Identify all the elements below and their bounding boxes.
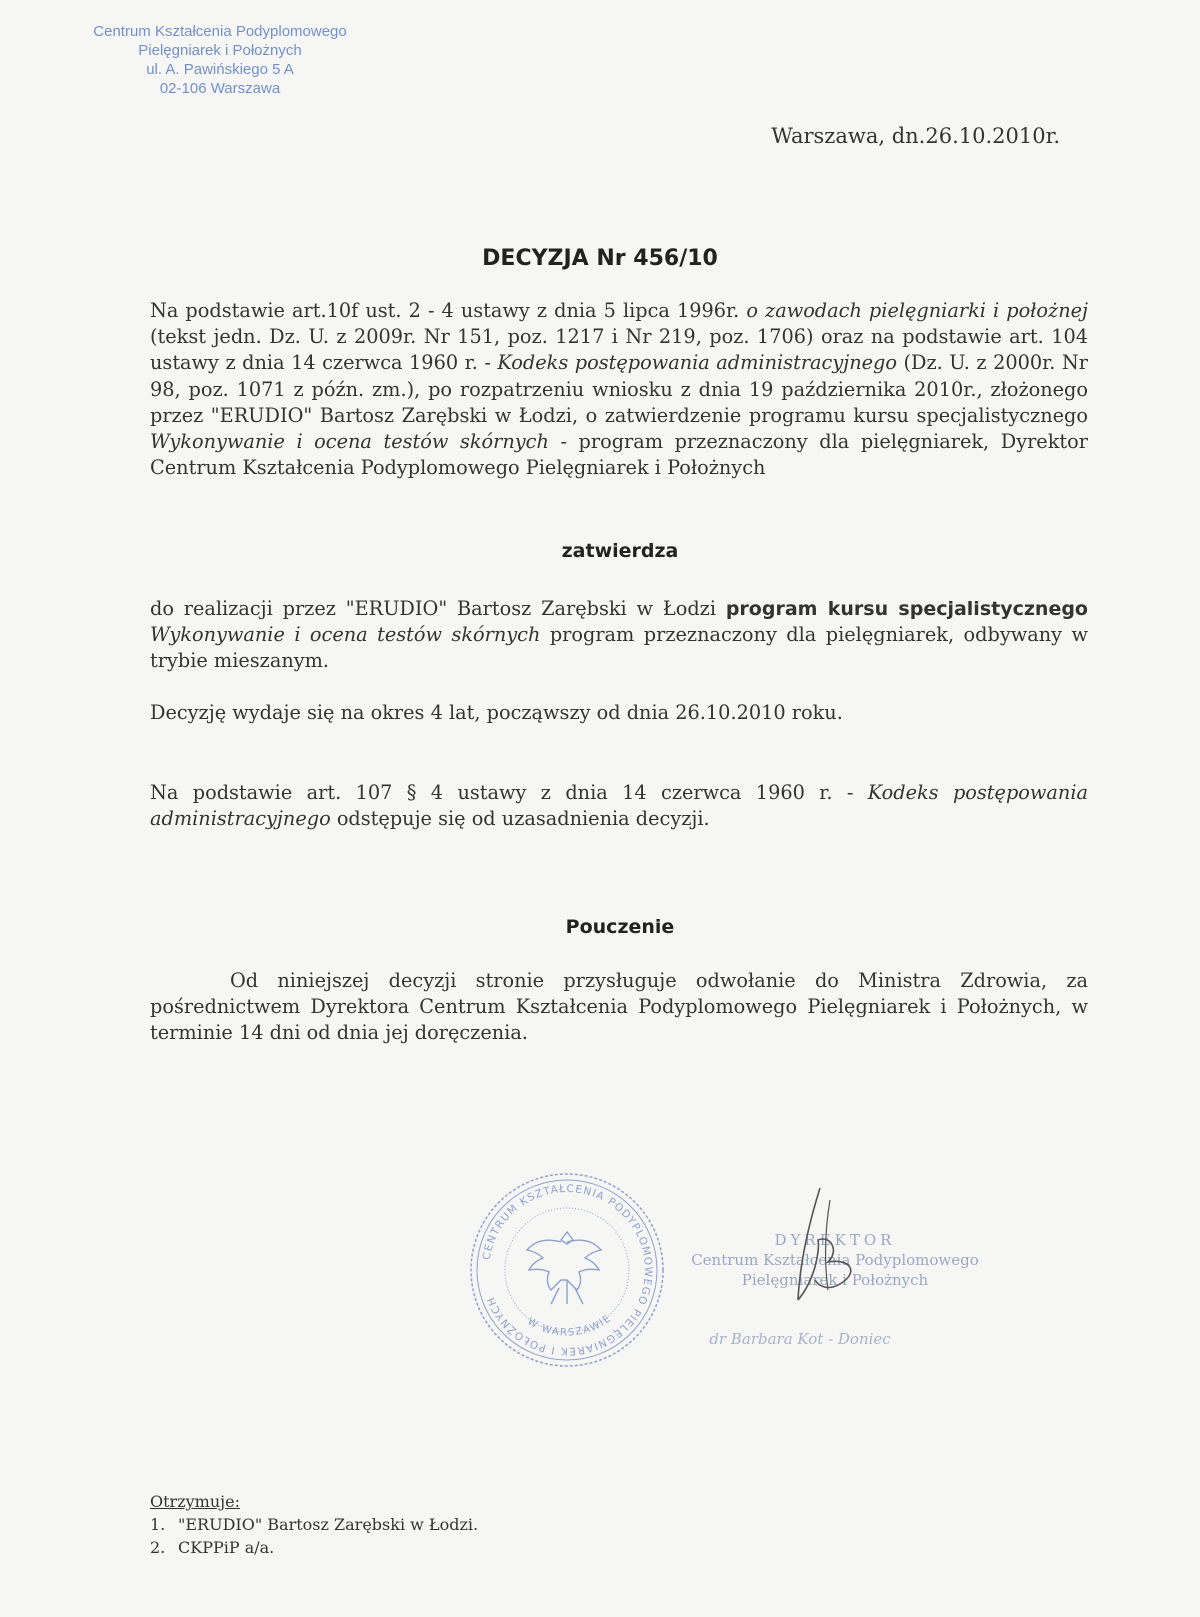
act-title-code: Kodeks postępowania administracyjnego [150, 781, 1088, 831]
text-run: do realizacji przez "ERUDIO" Bartosz Zarębski w Łodzi [150, 597, 726, 620]
seal-text: CENTRUM KSZTAŁCENIA PODYPLOMOWEGO PIELĘGNIAREK I POŁOŻNYCH [480, 1182, 655, 1358]
text-run: - program przeznaczony dla pielęgniarek, Dyrektor Centrum Kształcenia Podyplomowego Pielęgniarek i Położnych [150, 430, 1088, 480]
justification-paragraph [150, 780, 1088, 832]
program-label: program kursu specjalistycznego [725, 598, 1088, 620]
recipients-label: Otrzymuje: [150, 1492, 240, 1511]
stamp-line-street: ul. A. Pawińskiego 5 A [146, 61, 294, 78]
text-run: odstępuje się od uzasadnienia decyzji. [330, 807, 710, 831]
recipient-text: CKPPiP a/a. [178, 1538, 275, 1557]
stamp-line-institution-2: Pielęgniarek i Położnych [138, 42, 302, 59]
recipients-list [150, 1490, 478, 1559]
official-seal-icon [467, 1170, 667, 1370]
recipient-number: 2. [150, 1538, 166, 1557]
decision-title: DECYZJA Nr 456/10 [482, 246, 718, 271]
recipient-number: 1. [150, 1515, 166, 1534]
director-institution-2: Pielęgniarek i Położnych [741, 1271, 929, 1289]
eagle-emblem-icon [527, 1232, 601, 1304]
instruction-heading: Pouczenie [565, 916, 675, 938]
recipient-item [150, 1513, 478, 1536]
course-title: Wykonywanie i ocena testów skórnych [150, 430, 549, 454]
recipient-text: "ERUDIO" Bartosz Zarębski w Łodzi. [178, 1515, 479, 1534]
recipient-item [150, 1536, 478, 1559]
text-run: Na podstawie art.10f ust. 2 - 4 ustawy z dnia 5 lipca 1996r. [150, 299, 747, 322]
text-run: Na podstawie art. 107 § 4 ustawy z dnia 14 czerwca 1960 r. - [150, 781, 868, 804]
director-title: DYREKTOR [774, 1231, 896, 1249]
instruction-paragraph: Od niniejszej decyzji stronie przysługuje odwołanie do Ministra Zdrowia, za pośrednictwem Dyrektora Centrum Kształcenia Podyplomowego Pielęgniarek i Położnych, w terminie 14 dni od dnia jej doręczenia. [150, 969, 1088, 1045]
course-title: Wykonywanie i ocena testów skórnych [150, 623, 541, 647]
text-run: (Dz. U. z 2000r. Nr 98, poz. 1071 z późn. zm.), po rozpatrzeniu wniosku z dnia 19 października 2010r., złożonego przez "ERUDIO" Bartosz Zarębski w Łodzi, o zatwierdzenie programu kursu specjalistycznego [150, 351, 1088, 427]
validity-paragraph: Decyzję wydaje się na okres 4 lat, począwszy od dnia 26.10.2010 roku. [150, 701, 843, 724]
svg-text:W WARSZAWIE [525, 1313, 614, 1339]
seal-city: W WARSZAWIE [525, 1312, 614, 1339]
director-institution: Centrum Kształcenia Podyplomowego [691, 1251, 979, 1269]
text-run: (tekst jedn. Dz. U. z 2009r. Nr 151, poz. 1217 i Nr 219, poz. 1706) oraz na podstawie art. 104 ustawy z dnia 14 czerwca 1960 r. - [150, 325, 1088, 375]
act-title-nursing: o zawodach pielęgniarki i położnej [746, 299, 1088, 322]
legal-basis-paragraph [150, 298, 1088, 481]
act-title-code: Kodeks postępowania administracyjnego [497, 351, 897, 375]
approves-heading: zatwierdza [561, 540, 679, 562]
approval-paragraph [150, 596, 1088, 675]
text-run: program przeznaczony dla pielęgniarek, odbywany w trybie mieszanym. [150, 623, 1088, 673]
sender-address-stamp [70, 22, 370, 98]
signature-icon [780, 1180, 890, 1310]
place-and-date: Warszawa, dn.26.10.2010r. [771, 124, 1060, 148]
stamp-line-city: 02-106 Warszawa [159, 80, 281, 97]
stamp-line-institution: Centrum Kształcenia Podyplomowego [93, 23, 347, 40]
director-name: dr Barbara Kot - Doniec [709, 1330, 891, 1348]
